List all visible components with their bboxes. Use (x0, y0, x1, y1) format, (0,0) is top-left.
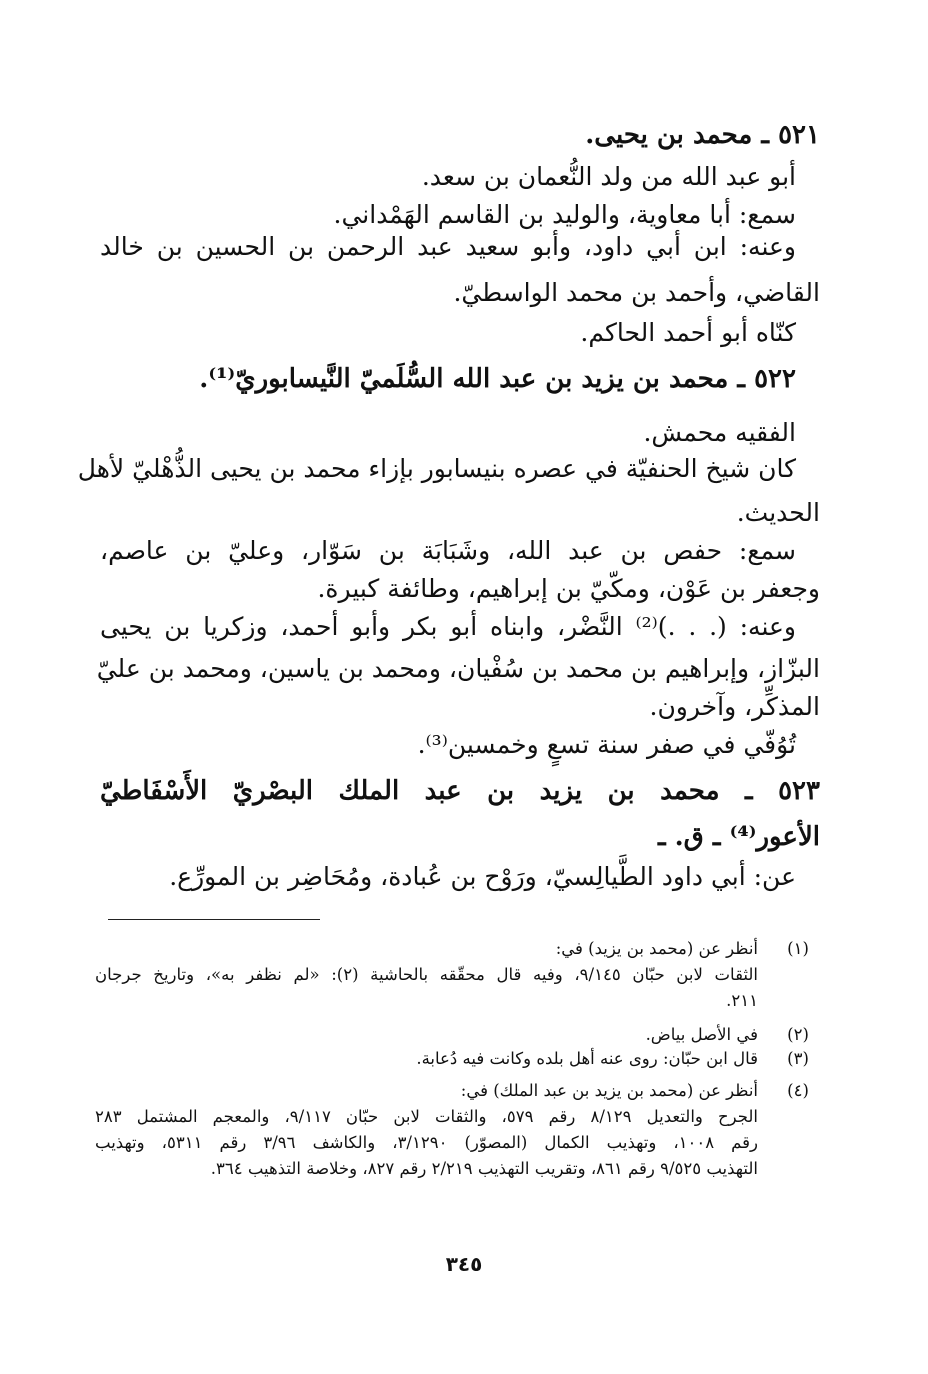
footnote-line: ٢١١. (726, 991, 758, 1010)
footnote-line: قال ابن حبّان: روى عنه أهل بلده وكانت فيه دُعابة. (416, 1049, 758, 1068)
page-number: ٣٤٥ (445, 1252, 483, 1276)
entry-heading: ٥٢٣ ـ محمد بن يزيد بن عبد الملك البصْريّ الأَسْفَاطيّ (100, 776, 820, 806)
text-line: سمع: أبا معاوية، والوليد بن القاسم الهَمْداني. (333, 200, 796, 229)
footnote-number: (١) (787, 939, 809, 958)
footnote-line: أنظر عن (محمد بن يزيد بن عبد الملك) في: (460, 1081, 758, 1100)
text-line: المذكِّر، وآخرون. (649, 692, 820, 721)
entry-heading: الأعور⁽⁴⁾ ـ ق. ـ (657, 822, 820, 852)
text-line: الحديث. (736, 498, 820, 527)
text-line: الفقيه محمش. (643, 418, 796, 447)
footnote-line: رقم ١٠٠٨، وتهذيب الكمال (المصوّر) ٣/١٢٩٠، والكاشف ٣/٩٦ رقم ٥٣١١، وتهذيب (95, 1133, 758, 1152)
text-line: كنّاه أبو أحمد الحاكم. (580, 318, 796, 347)
text-line: القاضي، وأحمد بن محمد الواسطيّ. (453, 278, 820, 307)
footnote-number: (٢) (787, 1025, 809, 1044)
footnote-number: (٤) (787, 1081, 809, 1100)
text-line: وجعفر بن عَوْن، ومكّيّ بن إبراهيم، وطائفة كبيرة. (317, 574, 820, 603)
footnote-number: (٣) (787, 1049, 809, 1068)
entry-heading: ٥٢١ ـ محمد بن يحيى. (585, 120, 820, 150)
footnote-line: الثقات لابن حبّان ٩/١٤٥، وفيه قال محقّقه بالحاشية (٢): «لم نظفر به»، وتاريخ جرجان (95, 965, 759, 984)
footnote-line: التهذيب ٩/٥٢٥ رقم ٨٦١، وتقريب التهذيب ٢/٢١٩ رقم ٨٢٧، وخلاصة التذهيب ٣٦٤. (210, 1159, 758, 1178)
text-line: كان شيخ الحنفيّة في عصره بنيسابور بإزاء محمد بن يحيى الذُّهْليّ لأهل (77, 454, 796, 483)
text-line: وعنه: ابن أبي داود، وأبو سعيد عبد الرحمن بن الحسين بن خالد (100, 232, 796, 261)
footnote-line: أنظر عن (محمد بن يزيد) في: (555, 939, 758, 958)
text-line: وعنه: (. . .)⁽²⁾ النَّضْر، وابناه أبو بكر وأبو أحمد، وزكريا بن يحيى (100, 612, 796, 641)
footnote-line: الجرح والتعديل ٨/١٢٩ رقم ٥٧٩، والثقات لابن حبّان ٩/١١٧، والمعجم المشتمل ٢٨٣ (95, 1107, 758, 1126)
text-line: سمع: حفص بن عبد الله، وشَبَابَة بن سَوّار، وعليّ بن عاصم، (100, 536, 796, 565)
entry-heading: ٥٢٢ ـ محمد بن يزيد بن عبد الله السُّلَميّ النَّيسابوريّ⁽¹⁾. (199, 364, 796, 394)
text-line: عن: أبي داود الطَّيالِسيّ، ورَوْح بن عُبادة، ومُحَاضِر بن المورِّع. (169, 862, 796, 891)
text-line: البزّاز، وإبراهيم بن محمد بن سُفْيان، ومحمد بن ياسين، ومحمد بن عليّ (96, 654, 820, 683)
text-line: أبو عبد الله من ولد النُّعمان بن سعد. (421, 162, 796, 191)
text-line: تُوُفّي في صفر سنة تسعٍ وخمسين⁽³⁾. (417, 730, 796, 759)
footnote-separator (108, 919, 320, 920)
footnote-line: في الأصل بياض. (645, 1025, 758, 1044)
